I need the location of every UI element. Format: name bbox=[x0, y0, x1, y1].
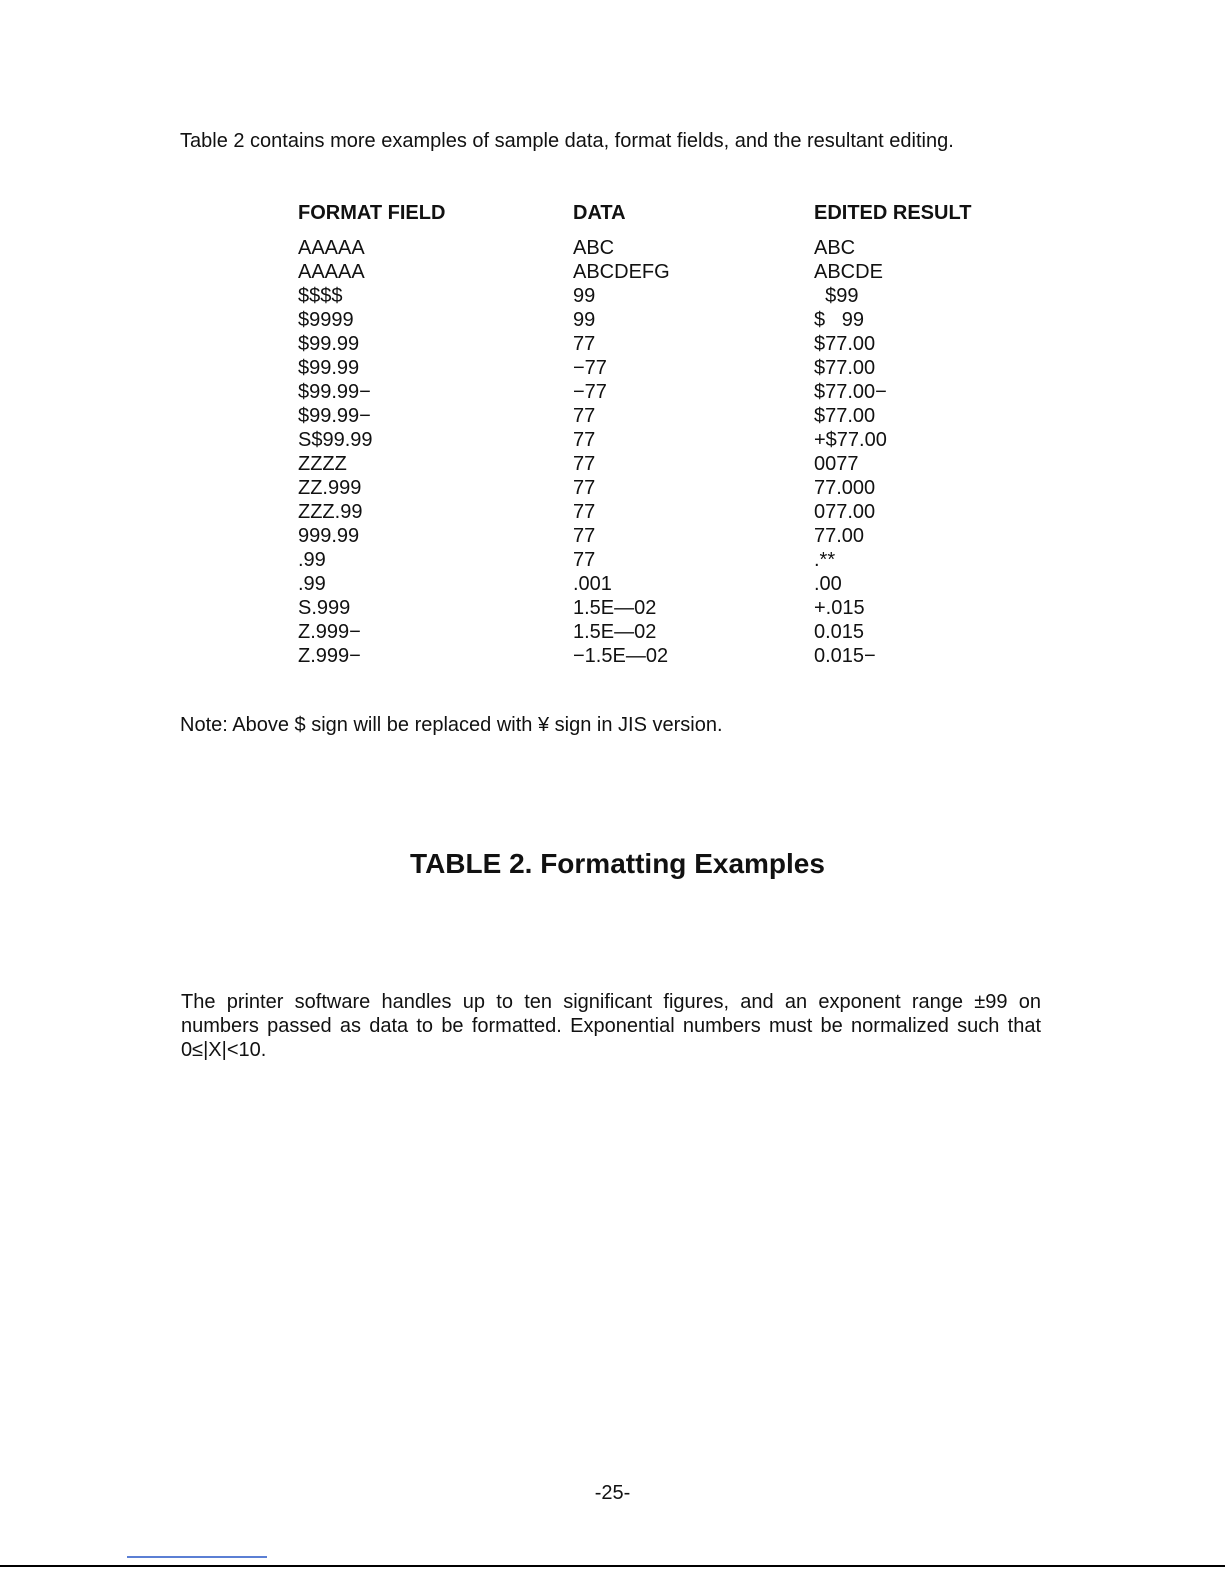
format-cell: $99.99− bbox=[298, 405, 371, 427]
result-cell: +.015 bbox=[814, 597, 865, 619]
table-body bbox=[298, 236, 1034, 668]
format-cell: AAAAA bbox=[298, 261, 365, 283]
result-cell: $77.00 bbox=[814, 357, 876, 379]
table-row bbox=[298, 380, 1034, 404]
result-cell: .** bbox=[814, 549, 836, 571]
data-cell: −77 bbox=[573, 357, 607, 379]
table-row bbox=[298, 332, 1034, 356]
result-cell: +$77.00 bbox=[814, 429, 887, 451]
format-cell: AAAAA bbox=[298, 237, 365, 259]
format-cell: $99.99 bbox=[298, 333, 360, 355]
data-cell: 77 bbox=[573, 453, 596, 475]
scan-edge-mark bbox=[127, 1556, 267, 1558]
result-cell: 0.015− bbox=[814, 645, 876, 667]
table-row bbox=[298, 308, 1034, 332]
table-row bbox=[298, 452, 1034, 476]
format-cell: .99 bbox=[298, 549, 326, 571]
data-cell: ABCDEFG bbox=[573, 261, 670, 283]
table-row bbox=[298, 236, 1034, 260]
result-cell: .00 bbox=[814, 573, 842, 595]
table-row bbox=[298, 260, 1034, 284]
header-format-field: FORMAT FIELD bbox=[298, 202, 446, 224]
data-cell: −1.5E—02 bbox=[573, 645, 669, 667]
table-row bbox=[298, 620, 1034, 644]
table-row bbox=[298, 572, 1034, 596]
result-cell: ABCDE bbox=[814, 261, 883, 283]
header-data: DATA bbox=[573, 202, 626, 224]
data-cell: 77 bbox=[573, 429, 596, 451]
data-cell: 77 bbox=[573, 405, 596, 427]
page-number: -25- bbox=[594, 1482, 631, 1504]
table-row bbox=[298, 500, 1034, 524]
table-row bbox=[298, 476, 1034, 500]
result-cell: $99 bbox=[814, 285, 859, 307]
result-cell: 0.015 bbox=[814, 621, 865, 643]
result-cell: 077.00 bbox=[814, 501, 876, 523]
format-cell: ZZ.999 bbox=[298, 477, 362, 499]
format-cell: ZZZ.99 bbox=[298, 501, 363, 523]
data-cell: ABC bbox=[573, 237, 615, 259]
result-cell: $ 99 bbox=[814, 309, 865, 331]
format-cell: S.999 bbox=[298, 597, 351, 619]
data-cell: .001 bbox=[573, 573, 612, 595]
format-cell: S$99.99 bbox=[298, 429, 373, 451]
data-cell: 77 bbox=[573, 477, 596, 499]
result-cell: $77.00 bbox=[814, 405, 876, 427]
result-cell: 77.000 bbox=[814, 477, 876, 499]
format-cell: $$$$ bbox=[298, 285, 343, 307]
table-caption: TABLE 2. Formatting Examples bbox=[410, 848, 825, 879]
format-cell: $9999 bbox=[298, 309, 354, 331]
table-row bbox=[298, 596, 1034, 620]
format-cell: $99.99− bbox=[298, 381, 371, 403]
table-row bbox=[298, 356, 1034, 380]
format-cell: Z.999− bbox=[298, 645, 361, 667]
format-cell: Z.999− bbox=[298, 621, 361, 643]
note-text: Note: Above $ sign will be replaced with ¥ sign in JIS version. bbox=[180, 714, 723, 736]
table-header bbox=[298, 200, 1034, 226]
intro-text: Table 2 contains more examples of sample data, format fields, and the resultant editing. bbox=[180, 130, 954, 152]
body-paragraph: The printer software handles up to ten significant figures, and an exponent range ±99 on numbers passed as data to be formatted. Exponential numbers must be normalized such that 0≤|X|<10. bbox=[181, 991, 1041, 1061]
table-row bbox=[298, 404, 1034, 428]
header-edited-result: EDITED RESULT bbox=[814, 202, 972, 224]
format-cell: 999.99 bbox=[298, 525, 360, 547]
data-cell: 77 bbox=[573, 549, 596, 571]
result-cell: $77.00 bbox=[814, 333, 876, 355]
data-cell: 77 bbox=[573, 501, 596, 523]
format-cell: $99.99 bbox=[298, 357, 360, 379]
table-row bbox=[298, 644, 1034, 668]
data-cell: 77 bbox=[573, 525, 596, 547]
table-row bbox=[298, 548, 1034, 572]
result-cell: 77.00 bbox=[814, 525, 865, 547]
result-cell: ABC bbox=[814, 237, 856, 259]
formatting-table bbox=[298, 200, 1034, 668]
data-cell: 99 bbox=[573, 309, 596, 331]
table-row bbox=[298, 524, 1034, 548]
page-bottom-border bbox=[0, 1565, 1225, 1567]
data-cell: 99 bbox=[573, 285, 596, 307]
data-cell: 1.5E—02 bbox=[573, 621, 657, 643]
format-cell: ZZZZ bbox=[298, 453, 347, 475]
data-cell: 1.5E—02 bbox=[573, 597, 657, 619]
format-cell: .99 bbox=[298, 573, 326, 595]
table-row bbox=[298, 284, 1034, 308]
data-cell: 77 bbox=[573, 333, 596, 355]
table-row bbox=[298, 428, 1034, 452]
result-cell: $77.00− bbox=[814, 381, 887, 403]
data-cell: −77 bbox=[573, 381, 607, 403]
result-cell: 0077 bbox=[814, 453, 859, 475]
